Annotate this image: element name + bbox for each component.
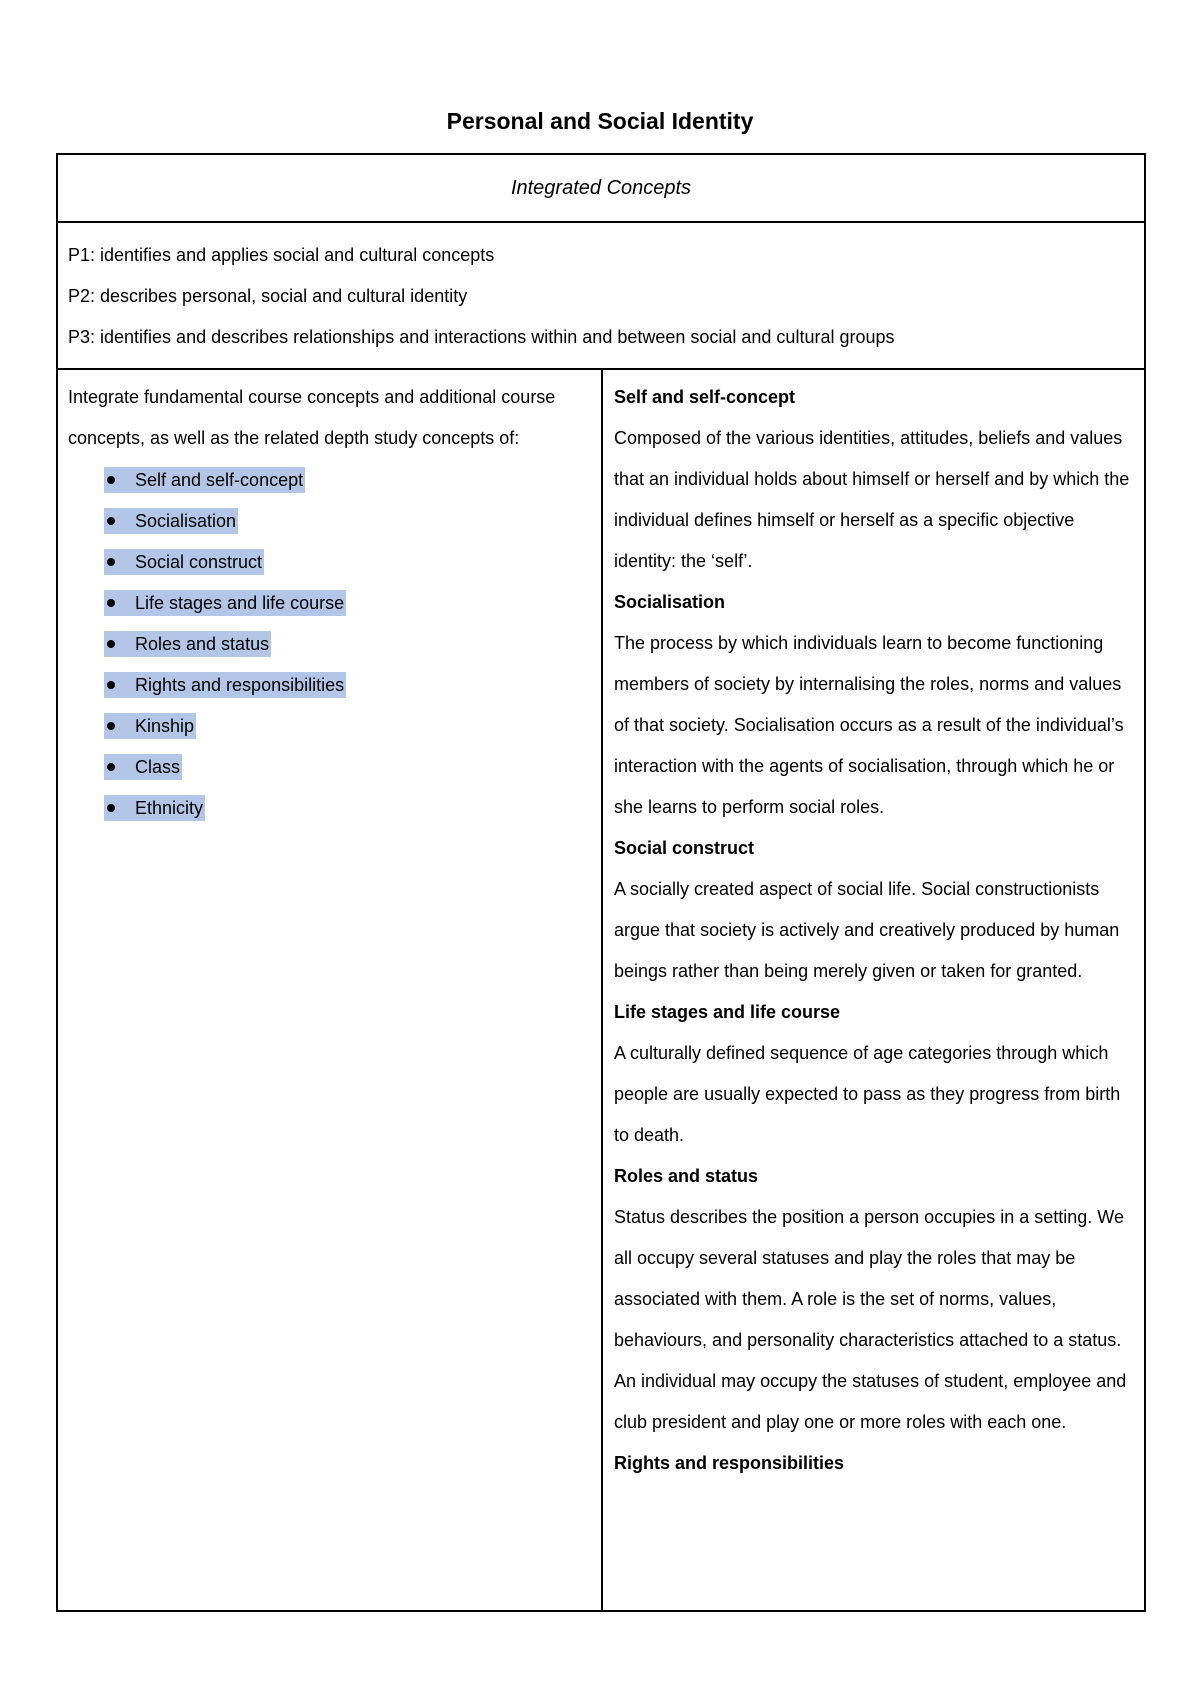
highlight	[104, 672, 346, 698]
list-item-label: Socialisation	[135, 510, 237, 531]
definition-term: Self and self-concept	[614, 387, 796, 407]
concepts-intro: Integrate fundamental course concepts and additional course concepts, as well as the related depth study concepts of:	[68, 387, 556, 448]
bullet-icon	[107, 517, 115, 525]
bullet-icon	[107, 558, 115, 566]
concepts-list-cell	[58, 370, 603, 1610]
outcome-item: P3: identifies and describes relationships and interactions within and between social and cultural groups	[68, 327, 895, 347]
bullet-icon	[107, 681, 115, 689]
list-item	[104, 746, 591, 787]
table-header-cell	[58, 155, 1144, 223]
main-row	[58, 370, 1144, 1610]
highlight	[104, 549, 264, 575]
definition-term: Roles and status	[614, 1166, 759, 1186]
definition-text: The process by which individuals learn to become functioning members of society by internalising the roles, norms and values of that society. Socialisation occurs as a result of the individual’s interaction with the agents of socialisation, through which he or she learns to perform social roles.	[614, 633, 1124, 817]
definition-term: Social construct	[614, 838, 755, 858]
highlight	[104, 713, 196, 739]
list-item	[104, 582, 591, 623]
outcomes-cell	[58, 223, 1144, 370]
list-item	[104, 541, 591, 582]
highlight	[104, 508, 238, 534]
definition-text: A culturally defined sequence of age categories through which people are usually expected to pass as they progress from birth to death.	[614, 1043, 1121, 1145]
bullet-icon	[107, 640, 115, 648]
highlight	[104, 795, 205, 821]
page-title: Personal and Social Identity	[446, 108, 754, 134]
list-item	[104, 664, 591, 705]
concept-list	[68, 459, 591, 828]
table-header-label: Integrated Concepts	[510, 176, 692, 199]
list-item	[104, 500, 591, 541]
highlight	[104, 754, 182, 780]
list-item-label: Social construct	[135, 551, 263, 572]
list-item-label: Life stages and life course	[135, 592, 345, 613]
list-item	[104, 787, 591, 828]
bullet-icon	[107, 722, 115, 730]
bullet-icon	[107, 476, 115, 484]
definition-term: Life stages and life course	[614, 1002, 841, 1022]
list-item-label: Kinship	[135, 715, 195, 736]
highlight	[104, 467, 305, 493]
definition-term: Rights and responsibilities	[614, 1453, 845, 1473]
list-item-label: Class	[135, 756, 181, 777]
concepts-table	[56, 153, 1146, 1612]
highlight	[104, 631, 271, 657]
bullet-icon	[107, 804, 115, 812]
outcome-item: P1: identifies and applies social and cultural concepts	[68, 245, 495, 265]
highlight	[104, 590, 346, 616]
list-item-label: Self and self-concept	[135, 469, 304, 490]
definition-text: Status describes the position a person occupies in a setting. We all occupy several statuses and play the roles that may be associated with them. A role is the set of norms, values, behaviours, and personality characteristics attached to a status. An individual may occupy the statuses of student, employee and club president and play one or more roles with each one.	[614, 1207, 1127, 1432]
list-item-label: Roles and status	[135, 633, 270, 654]
definition-text: A socially created aspect of social life. Social constructionists argue that society is actively and creatively produced by human beings rather than being merely given or taken for granted.	[614, 879, 1120, 981]
bullet-icon	[107, 763, 115, 771]
definition-term: Socialisation	[614, 592, 726, 612]
definition-text: Composed of the various identities, attitudes, beliefs and values that an individual holds about himself or herself and by which the individual defines himself or herself as a specific objective identity: the ‘self’.	[614, 428, 1130, 571]
list-item-label: Rights and responsibilities	[135, 674, 345, 695]
bullet-icon	[107, 599, 115, 607]
list-item	[104, 623, 591, 664]
outcome-item: P2: describes personal, social and cultural identity	[68, 286, 468, 306]
list-item-label: Ethnicity	[135, 797, 204, 818]
list-item	[104, 459, 591, 500]
definitions-cell	[603, 370, 1144, 1610]
list-item	[104, 705, 591, 746]
